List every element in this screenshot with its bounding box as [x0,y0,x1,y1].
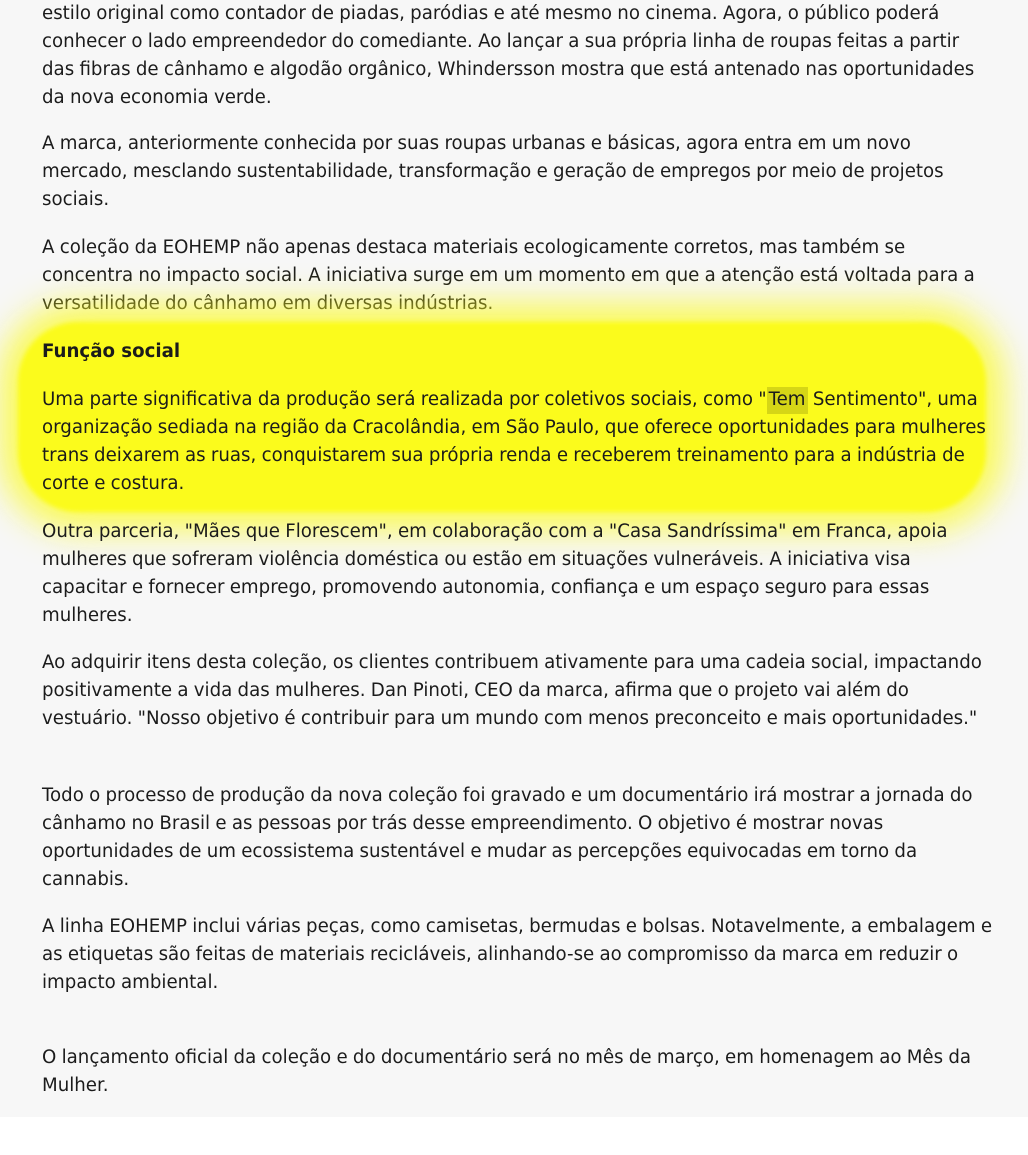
paragraph-maes: Outra parceria, "Mães que Florescem", em colaboração com a "Casa Sandríssima" em Franca, apoia mulheres que sofreram violência doméstica ou estão em situações vulneráveis. A iniciativa visa capacitar e fornecer emprego, promovendo autonomia, confiança e um espaço seguro para essas mulheres. [42,521,948,626]
paragraph-adquirir: Ao adquirir itens desta coleção, os clientes contribuem ativamente para uma cadeia social, impactando positivamente a vida das mulheres. Dan Pinoti, CEO da marca, afirma que o projeto vai além do vestuário. "Nosso objetivo é contribuir para um mundo com menos preconceito e mais oportunidades." [42,652,982,729]
paragraph-linha: A linha EOHEMP inclui várias peças, como camisetas, bermudas e bolsas. Notavelmente, a embalagem e as etiquetas são feitas de materiais recicláveis, alinhando-se ao compromisso da marca em reduzir o impacto ambiental. [42,916,993,993]
highlighted-word: Tem [767,387,808,414]
paragraph-funcao-social [42,386,988,498]
paragraph-intro: estilo original como contador de piadas, paródias e até mesmo no cinema. Agora, o público poderá conhecer o lado empreendedor do comediante. Ao lançar a sua própria linha de roupas feitas a partir das fibras de cânhamo e algodão orgânico, Whindersson mostra que está antenado nas oportunidades da nova economia verde. [42,3,975,108]
funcao-text-end: Sentimento", uma organização sediada na região da Cracolândia, em São Paulo, que oferece oportunidades para mulheres trans deixarem as ruas, conquistarem sua própria renda e receberem treinamento para a indústria de corte e costura. [42,389,986,494]
paragraph-lancamento: O lançamento oficial da coleção e do documentário será no mês de março, em homenagem ao Mês da Mulher. [42,1047,972,1096]
paragraph-colecao: A coleção da EOHEMP não apenas destaca materiais ecologicamente corretos, mas também se concentra no impacto social. A iniciativa surge em um momento em que a atenção está voltada para a versatilidade do cânhamo em diversas indústrias. [42,237,975,314]
section-heading: Função social [42,341,181,362]
paragraph-brand: A marca, anteriormente conhecida por suas roupas urbanas e básicas, agora entra em um novo mercado, mesclando sustentabilidade, transformação e geração de empregos por meio de projetos sociais. [42,133,944,210]
paragraph-processo: Todo o processo de produção da nova coleção foi gravado e um documentário irá mostrar a jornada do cânhamo no Brasil e as pessoas por trás desse empreendimento. O objetivo é mostrar novas oportunidades de um ecossistema sustentável e mudar as percepções equivocadas em torno da cannabis. [42,785,973,890]
funcao-text-start: Uma parte significativa da produção será realizada por coletivos sociais, como " [42,389,767,410]
